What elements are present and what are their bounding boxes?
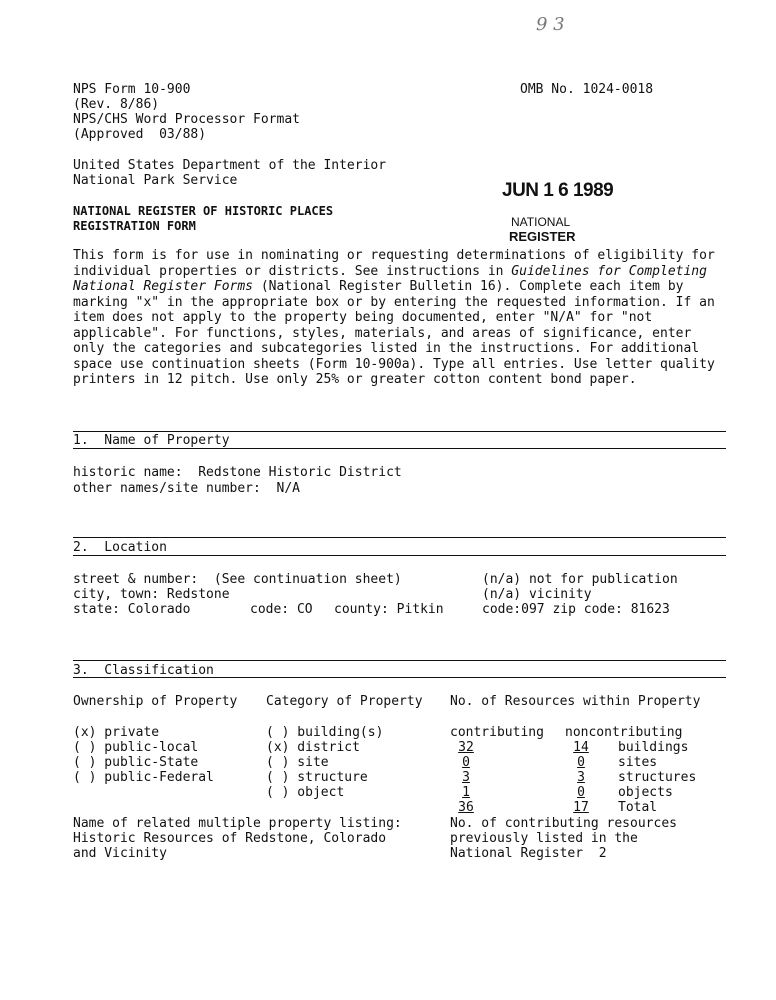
related-listing-line-1: Name of related multiple property listing: — [73, 816, 402, 831]
resource-label: sites — [618, 755, 658, 770]
related-listing-line-3: and Vicinity — [73, 846, 167, 861]
section-1-rule-bottom — [73, 448, 726, 449]
section-3-rule-top — [73, 660, 726, 661]
noncontributing-count: 0 — [577, 755, 585, 770]
section-3-heading: 3. Classification — [73, 663, 214, 678]
state: state: Colorado — [73, 602, 191, 617]
contributing-count: 1 — [462, 785, 470, 800]
category-header: Category of Property — [266, 694, 423, 709]
category-site: ( ) site — [266, 755, 329, 770]
form-number: NPS Form 10-900 — [73, 82, 191, 97]
category-structure: ( ) structure — [266, 770, 368, 785]
vicinity: (n/a) vicinity — [482, 587, 592, 602]
noncontributing-count: 3 — [577, 770, 585, 785]
instructions-text-1: This form is for use in nominating or requesting determinations of eligibility for individual properties or districts. See instructions in — [73, 248, 715, 279]
previously-listed-line-3: National Register 2 — [450, 846, 607, 861]
ownership-header: Ownership of Property — [73, 694, 238, 709]
stamp-date: JUN 1 6 1989 — [502, 180, 614, 201]
category-object: ( ) object — [266, 785, 345, 800]
ownership-private: (x) private — [73, 725, 160, 740]
resource-label: objects — [618, 785, 673, 800]
noncontributing-header: noncontributing — [565, 725, 683, 740]
form-subtitle: REGISTRATION FORM — [73, 219, 196, 233]
city-town: city, town: Redstone — [73, 587, 230, 602]
ownership-public-local: ( ) public-local — [73, 740, 199, 755]
instructions-text-2: (National Register Bulletin 16). Complete each item by marking "x" in the appropriate box or by entering the requested information. If an item does not apply to the property being documented, enter "N/A" for "not applicable". For functions, styles, materials, and areas of significance, enter only the categories and subcategories listed in the instructions. For additional space use continuation sheets (Form 10-900a). Type all entries. Use letter quality printers in 12 pitch. Use only 25% or greater cotton content bond paper. — [73, 279, 715, 387]
contributing-total: 36 — [458, 800, 474, 815]
resource-label: structures — [618, 770, 697, 785]
instructions-italic: Guidelines for Completing National Register Forms — [73, 263, 707, 294]
state-code: code: CO — [250, 602, 313, 617]
contributing-header: contributing — [450, 725, 544, 740]
form-revision: (Rev. 8/86) — [73, 97, 160, 112]
other-names: other names/site number: N/A — [73, 481, 300, 496]
agency-line-2: National Park Service — [73, 173, 238, 188]
resource-total-label: Total — [618, 800, 658, 815]
not-for-publication: (n/a) not for publication — [482, 572, 678, 587]
category-buildings: ( ) building(s) — [266, 725, 384, 740]
contributing-count: 32 — [458, 740, 474, 755]
form-title: NATIONAL REGISTER OF HISTORIC PLACES — [73, 204, 334, 218]
category-district: (x) district — [266, 740, 360, 755]
noncontributing-total: 17 — [573, 800, 589, 815]
county: county: Pitkin — [334, 602, 444, 617]
section-1-rule-top — [73, 431, 726, 432]
resource-label: buildings — [618, 740, 689, 755]
previously-listed-line-1: No. of contributing resources — [450, 816, 677, 831]
noncontributing-count: 0 — [577, 785, 585, 800]
section-2-rule-top — [73, 537, 726, 538]
county-zip-codes: code:097 zip code: 81623 — [482, 602, 670, 617]
omb-number: OMB No. 1024-0018 — [520, 82, 654, 97]
agency-line-1: United States Department of the Interior — [73, 158, 387, 173]
historic-name: historic name: Redstone Historic District — [73, 465, 402, 480]
related-listing-line-2: Historic Resources of Redstone, Colorado — [73, 831, 387, 846]
contributing-count: 3 — [462, 770, 470, 785]
ownership-public-federal: ( ) public-Federal — [73, 770, 214, 785]
handwritten-note: 9 3 — [536, 14, 565, 35]
section-1-heading: 1. Name of Property — [73, 433, 230, 448]
section-3-rule-bottom — [73, 677, 726, 678]
street-number: street & number: (See continuation sheet) — [73, 572, 402, 587]
noncontributing-count: 14 — [573, 740, 589, 755]
stamp-line-1: NATIONAL — [511, 215, 571, 229]
form-approved: (Approved 03/88) — [73, 127, 207, 142]
stamp-line-2: REGISTER — [509, 229, 576, 244]
section-2-rule-bottom — [73, 555, 726, 556]
previously-listed-line-2: previously listed in the — [450, 831, 638, 846]
contributing-count: 0 — [462, 755, 470, 770]
ownership-public-state: ( ) public-State — [73, 755, 199, 770]
section-2-heading: 2. Location — [73, 540, 167, 555]
form-format: NPS/CHS Word Processor Format — [73, 112, 300, 127]
instructions-paragraph — [73, 248, 723, 388]
resources-header: No. of Resources within Property — [450, 694, 701, 709]
